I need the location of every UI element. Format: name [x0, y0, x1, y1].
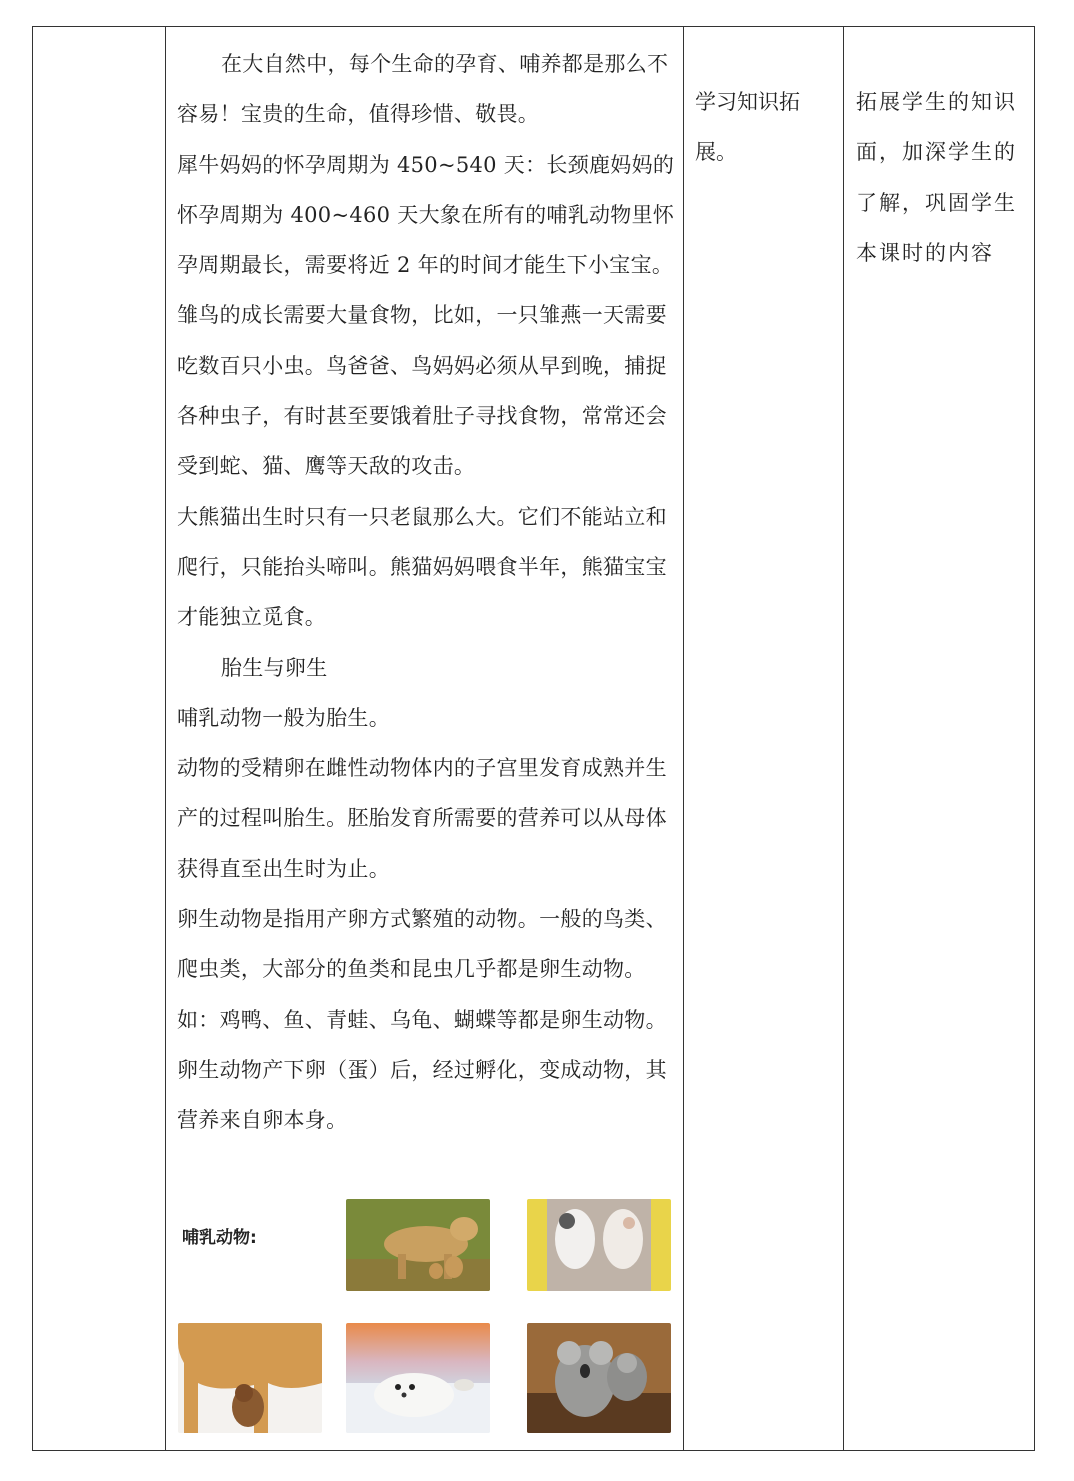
dog-nursing-photo: [178, 1323, 322, 1433]
column-divider: [843, 27, 844, 1450]
column-divider: [683, 27, 684, 1450]
seal-pup-photo: [346, 1323, 490, 1433]
lesson-table: [32, 26, 1035, 1451]
lion-photo: [346, 1199, 490, 1291]
mammal-label: 哺乳动物:: [182, 1228, 257, 1248]
panda-paragraph: 大熊猫出生时只有一只老鼠那么大。它们不能站立和爬行，只能抬头啼叫。熊猫妈妈喂食半年，熊猫宝宝才能独立觅食。: [177, 504, 667, 630]
koala-photo: [527, 1323, 671, 1433]
purpose-cell: 拓展学生的知识面，加深学生的了解，巩固学生本课时的内容: [856, 90, 1017, 265]
kittens-photo: [527, 1199, 671, 1291]
rhino-paragraph: 犀牛妈妈的怀孕周期为 450~540 天：长颈鹿妈妈的怀孕周期为 400~460 天大象在所有的哺乳动物里怀孕周期最长，需要将近 2 年的时间才能生下小宝宝。: [177, 152, 675, 278]
objective-cell: 学习知识拓展。: [695, 90, 800, 165]
viviparous-paragraph: 动物的受精卵在雌性动物体内的子宫里发育成熟并生产的过程叫胎生。胚胎发育所需要的营养可以从母体获得直至出生时为止。: [177, 756, 667, 881]
bird-paragraph: 雏鸟的成长需要大量食物，比如，一只雏燕一天需要吃数百只小虫。鸟爸爸、鸟妈妈必须从早到晚，捕捉各种虫子，有时甚至要饿着肚子寻找食物，常常还会受到蛇、猫、鹰等天敌的攻击。: [177, 303, 667, 479]
content-cell: [177, 39, 677, 1146]
column-divider: [165, 27, 166, 1450]
oviparous-paragraph: 卵生动物是指用产卵方式繁殖的动物。一般的鸟类、爬虫类，大部分的鱼类和昆虫几乎都是卵生动物。如：鸡鸭、鱼、青蛙、乌龟、蝴蝶等都是卵生动物。卵生动物产下卵（蛋）后，经过孵化，变成动物，其营养来自卵本身。: [177, 907, 667, 1133]
section-heading: 胎生与卵生: [221, 655, 328, 680]
intro-paragraph: 在大自然中，每个生命的孕育、哺养都是那么不容易！宝贵的生命，值得珍惜、敬畏。: [177, 52, 669, 127]
mammal-paragraph: 哺乳动物一般为胎生。: [177, 705, 390, 730]
